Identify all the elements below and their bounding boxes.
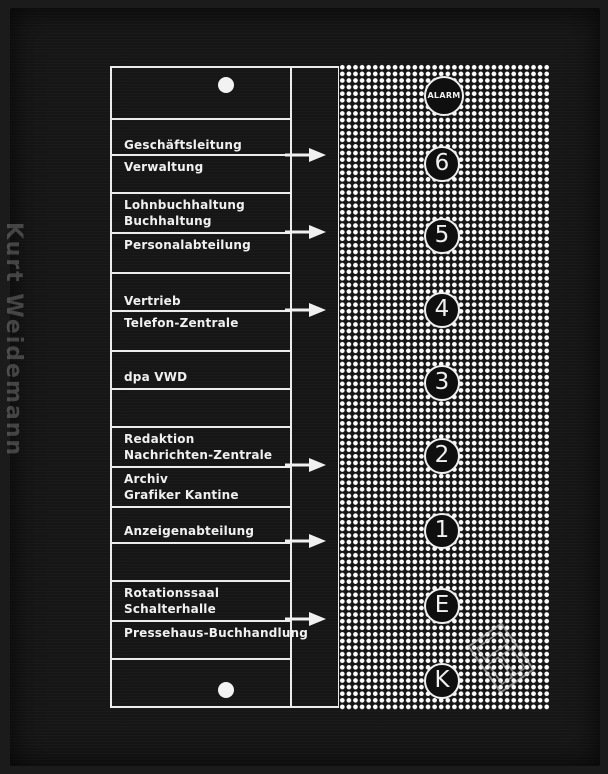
floor-e-button: E: [424, 588, 460, 624]
rule: [112, 118, 290, 120]
label-buchhaltung: Buchhaltung: [124, 214, 212, 228]
rule: [112, 658, 290, 660]
label-telefon-zentrale: Telefon-Zentrale: [124, 316, 239, 330]
floor-3-button: 3: [424, 365, 460, 401]
rule: [112, 620, 290, 622]
arrow-right-icon: [285, 457, 327, 473]
rule: [112, 310, 290, 312]
arrow-right-icon: [285, 533, 327, 549]
rule: [112, 350, 290, 352]
floor-5-button: 5: [424, 218, 460, 254]
alarm-button: ALARM: [424, 76, 464, 116]
label-vertrieb: Vertrieb: [124, 294, 181, 308]
floor-k-button: K: [424, 663, 460, 699]
rule: [112, 272, 290, 274]
label-archiv: Archiv: [124, 472, 168, 486]
floor-6-button: 6: [424, 146, 460, 182]
spine-title: Kurt Weidemann: [1, 222, 26, 458]
top-dot: [218, 77, 234, 93]
rule: [112, 506, 290, 508]
rule: [112, 232, 290, 234]
label-dpa-vwd: dpa VWD: [124, 370, 188, 384]
label-grafiker-kantine: Grafiker Kantine: [124, 488, 239, 502]
label-anzeigenabteilung: Anzeigenabteilung: [124, 524, 255, 538]
label-rotationssaal: Rotationssaal: [124, 586, 220, 600]
rule: [112, 388, 290, 390]
label-geschaeftsleitung: Geschäftsleitung: [124, 138, 242, 152]
arrow-right-icon: [285, 611, 327, 627]
label-verwaltung: Verwaltung: [124, 160, 204, 174]
label-redaktion: Redaktion: [124, 432, 195, 446]
floor-2-button: 2: [424, 438, 460, 474]
rule: [112, 580, 290, 582]
arrow-right-icon: [285, 147, 327, 163]
label-lohnbuchhaltung: Lohnbuchhaltung: [124, 198, 245, 212]
arrow-right-icon: [285, 224, 327, 240]
bottom-dot: [218, 682, 234, 698]
rule: [112, 154, 290, 156]
label-nachrichten-zentrale: Nachrichten-Zentrale: [124, 448, 273, 462]
label-pressehaus-buchhandlung: Pressehaus-Buchhandlung: [124, 626, 309, 640]
rule: [112, 466, 290, 468]
rule: [112, 542, 290, 544]
rule: [112, 426, 290, 428]
label-schalterhalle: Schalterhalle: [124, 602, 216, 616]
floor-4-button: 4: [424, 292, 460, 328]
arrow-right-icon: [285, 302, 327, 318]
label-personalabteilung: Personalabteilung: [124, 238, 251, 252]
floor-1-button: 1: [424, 513, 460, 549]
rule: [112, 192, 290, 194]
